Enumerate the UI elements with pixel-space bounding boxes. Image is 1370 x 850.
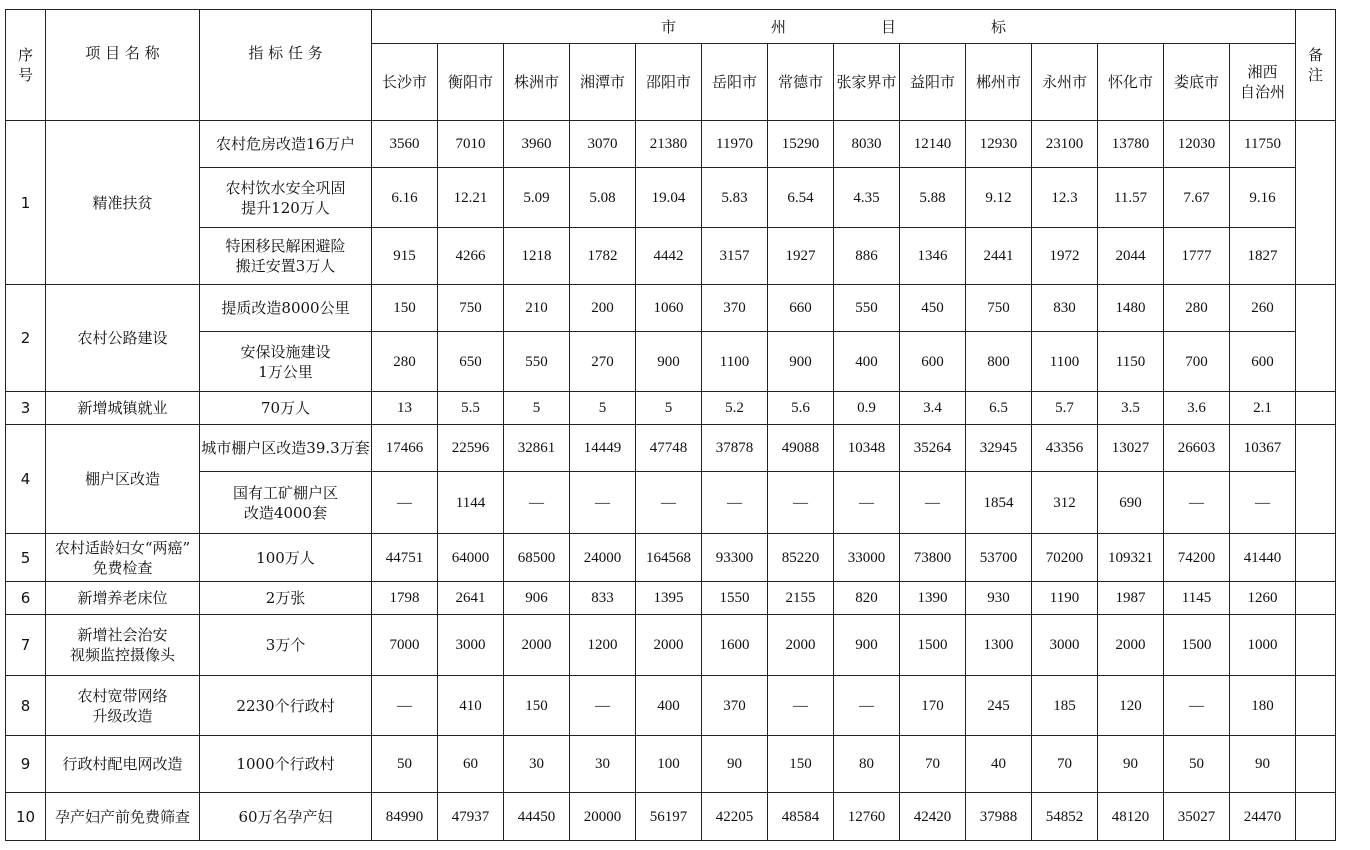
- header-note: [1296, 10, 1336, 121]
- value-cell: 900: [636, 332, 702, 392]
- value-cell: 64000: [438, 534, 504, 582]
- value-cell: 35264: [900, 425, 966, 472]
- value-cell: 2155: [768, 582, 834, 615]
- value-cell: 68500: [504, 534, 570, 582]
- value-cell: —: [372, 472, 438, 534]
- value-cell: 245: [966, 676, 1032, 736]
- table-row: [6, 228, 1336, 285]
- value-cell: 3560: [372, 121, 438, 168]
- value-cell: 37988: [966, 793, 1032, 841]
- value-cell: 4442: [636, 228, 702, 285]
- value-cell: 550: [504, 332, 570, 392]
- value-cell: 2441: [966, 228, 1032, 285]
- value-cell: 270: [570, 332, 636, 392]
- value-cell: 22596: [438, 425, 504, 472]
- city-header: 永州市: [1032, 44, 1098, 121]
- value-cell: 84990: [372, 793, 438, 841]
- value-cell: 17466: [372, 425, 438, 472]
- value-cell: 109321: [1098, 534, 1164, 582]
- value-cell: 20000: [570, 793, 636, 841]
- value-cell: 600: [1230, 332, 1296, 392]
- value-cell: —: [768, 676, 834, 736]
- value-cell: 5.2: [702, 392, 768, 425]
- value-cell: 47748: [636, 425, 702, 472]
- value-cell: 150: [768, 736, 834, 793]
- value-cell: 915: [372, 228, 438, 285]
- value-cell: 750: [438, 285, 504, 332]
- value-cell: 1150: [1098, 332, 1164, 392]
- header-note-char-1: 备: [1307, 46, 1323, 64]
- row-seq: 6: [6, 582, 46, 615]
- value-cell: 49088: [768, 425, 834, 472]
- value-cell: 70200: [1032, 534, 1098, 582]
- value-cell: 50: [1164, 736, 1230, 793]
- row-seq: 7: [6, 615, 46, 676]
- row-note: [1296, 392, 1336, 425]
- value-cell: 1260: [1230, 582, 1296, 615]
- header-region-targets: [372, 10, 1296, 44]
- value-cell: 2641: [438, 582, 504, 615]
- value-cell: 12.21: [438, 168, 504, 228]
- row-note: [1296, 121, 1336, 285]
- value-cell: 1500: [1164, 615, 1230, 676]
- city-header: 张家界市: [834, 44, 900, 121]
- value-cell: 13: [372, 392, 438, 425]
- value-cell: 12760: [834, 793, 900, 841]
- value-cell: 830: [1032, 285, 1098, 332]
- row-project-name: 农村公路建设: [46, 285, 200, 392]
- row-task: 农村危房改造16万户: [200, 121, 372, 168]
- value-cell: —: [834, 676, 900, 736]
- value-cell: 700: [1164, 332, 1230, 392]
- value-cell: 12030: [1164, 121, 1230, 168]
- value-cell: 5.7: [1032, 392, 1098, 425]
- row-note: [1296, 582, 1336, 615]
- value-cell: 833: [570, 582, 636, 615]
- row-task: 100万人: [200, 534, 372, 582]
- row-task: 特困移民解困避险 搬迁安置3万人: [200, 228, 372, 285]
- row-task: 安保设施建设 1万公里: [200, 332, 372, 392]
- value-cell: 3.5: [1098, 392, 1164, 425]
- value-cell: 1395: [636, 582, 702, 615]
- header-region-char-1: 市: [660, 17, 676, 36]
- value-cell: 74200: [1164, 534, 1230, 582]
- value-cell: 33000: [834, 534, 900, 582]
- value-cell: 5.88: [900, 168, 966, 228]
- value-cell: 6.5: [966, 392, 1032, 425]
- value-cell: 73800: [900, 534, 966, 582]
- value-cell: 3157: [702, 228, 768, 285]
- value-cell: 11750: [1230, 121, 1296, 168]
- row-task: 2230个行政村: [200, 676, 372, 736]
- value-cell: 26603: [1164, 425, 1230, 472]
- row-task: 国有工矿棚户区 改造4000套: [200, 472, 372, 534]
- table-row: [6, 425, 1336, 472]
- value-cell: 1190: [1032, 582, 1098, 615]
- row-project-name: 农村宽带网络 升级改造: [46, 676, 200, 736]
- value-cell: 24470: [1230, 793, 1296, 841]
- value-cell: 1346: [900, 228, 966, 285]
- header-region-char-2: 州: [770, 17, 786, 36]
- value-cell: 3.4: [900, 392, 966, 425]
- value-cell: 2000: [1098, 615, 1164, 676]
- city-header: 湘潭市: [570, 44, 636, 121]
- value-cell: 200: [570, 285, 636, 332]
- row-note: [1296, 793, 1336, 841]
- city-header: 益阳市: [900, 44, 966, 121]
- value-cell: 690: [1098, 472, 1164, 534]
- value-cell: 12.3: [1032, 168, 1098, 228]
- table-row: [6, 793, 1336, 841]
- city-header: 衡阳市: [438, 44, 504, 121]
- value-cell: 40: [966, 736, 1032, 793]
- value-cell: 1144: [438, 472, 504, 534]
- value-cell: 2.1: [1230, 392, 1296, 425]
- row-task: 农村饮水安全巩固 提升120万人: [200, 168, 372, 228]
- value-cell: 550: [834, 285, 900, 332]
- value-cell: 6.54: [768, 168, 834, 228]
- value-cell: 400: [834, 332, 900, 392]
- value-cell: 5.08: [570, 168, 636, 228]
- value-cell: 1782: [570, 228, 636, 285]
- value-cell: 3000: [438, 615, 504, 676]
- value-cell: 1798: [372, 582, 438, 615]
- value-cell: 1218: [504, 228, 570, 285]
- table-row: [6, 736, 1336, 793]
- value-cell: 1987: [1098, 582, 1164, 615]
- row-task: 1000个行政村: [200, 736, 372, 793]
- row-project-name: 行政村配电网改造: [46, 736, 200, 793]
- value-cell: —: [834, 472, 900, 534]
- value-cell: 14449: [570, 425, 636, 472]
- row-project-name: 新增城镇就业: [46, 392, 200, 425]
- value-cell: 13027: [1098, 425, 1164, 472]
- value-cell: 5: [570, 392, 636, 425]
- value-cell: 10348: [834, 425, 900, 472]
- value-cell: 4.35: [834, 168, 900, 228]
- value-cell: 32945: [966, 425, 1032, 472]
- value-cell: 900: [768, 332, 834, 392]
- value-cell: 3000: [1032, 615, 1098, 676]
- table-row: [6, 582, 1336, 615]
- row-note: [1296, 285, 1336, 392]
- row-project-name: 新增社会治安 视频监控摄像头: [46, 615, 200, 676]
- value-cell: 24000: [570, 534, 636, 582]
- value-cell: 900: [834, 615, 900, 676]
- value-cell: 41440: [1230, 534, 1296, 582]
- table-row: [6, 285, 1336, 332]
- value-cell: 1100: [1032, 332, 1098, 392]
- row-seq: 10: [6, 793, 46, 841]
- value-cell: 5.5: [438, 392, 504, 425]
- value-cell: 1550: [702, 582, 768, 615]
- table-row: [6, 472, 1336, 534]
- value-cell: 48584: [768, 793, 834, 841]
- value-cell: 800: [966, 332, 1032, 392]
- row-seq: 1: [6, 121, 46, 285]
- value-cell: 120: [1098, 676, 1164, 736]
- value-cell: 1777: [1164, 228, 1230, 285]
- row-task: 2万张: [200, 582, 372, 615]
- value-cell: 600: [900, 332, 966, 392]
- value-cell: 80: [834, 736, 900, 793]
- value-cell: 1390: [900, 582, 966, 615]
- value-cell: 1100: [702, 332, 768, 392]
- value-cell: 280: [372, 332, 438, 392]
- value-cell: 42205: [702, 793, 768, 841]
- row-note: [1296, 425, 1336, 534]
- city-header: 娄底市: [1164, 44, 1230, 121]
- row-task: 60万名孕产妇: [200, 793, 372, 841]
- value-cell: 650: [438, 332, 504, 392]
- header-task: 指 标 任 务: [200, 10, 372, 121]
- value-cell: 1827: [1230, 228, 1296, 285]
- city-header: 常德市: [768, 44, 834, 121]
- value-cell: 90: [702, 736, 768, 793]
- row-seq: 4: [6, 425, 46, 534]
- value-cell: —: [1164, 472, 1230, 534]
- value-cell: 5.09: [504, 168, 570, 228]
- value-cell: 23100: [1032, 121, 1098, 168]
- value-cell: 400: [636, 676, 702, 736]
- header-region-char-3: 目: [880, 17, 896, 36]
- city-header: 郴州市: [966, 44, 1032, 121]
- row-task: 城市棚户区改造39.3万套: [200, 425, 372, 472]
- value-cell: 370: [702, 676, 768, 736]
- value-cell: 1200: [570, 615, 636, 676]
- value-cell: 150: [504, 676, 570, 736]
- value-cell: 906: [504, 582, 570, 615]
- value-cell: —: [900, 472, 966, 534]
- row-task: 3万个: [200, 615, 372, 676]
- value-cell: —: [636, 472, 702, 534]
- row-project-name: 新增养老床位: [46, 582, 200, 615]
- value-cell: 1854: [966, 472, 1032, 534]
- value-cell: 7.67: [1164, 168, 1230, 228]
- table-row: [6, 332, 1336, 392]
- value-cell: 48120: [1098, 793, 1164, 841]
- table-header: [6, 10, 1336, 121]
- value-cell: 5.6: [768, 392, 834, 425]
- value-cell: 13780: [1098, 121, 1164, 168]
- city-targets-table: [5, 9, 1336, 841]
- value-cell: 54852: [1032, 793, 1098, 841]
- value-cell: 180: [1230, 676, 1296, 736]
- value-cell: 85220: [768, 534, 834, 582]
- value-cell: 12140: [900, 121, 966, 168]
- value-cell: 312: [1032, 472, 1098, 534]
- row-seq: 9: [6, 736, 46, 793]
- row-seq: 5: [6, 534, 46, 582]
- value-cell: 2000: [636, 615, 702, 676]
- value-cell: —: [768, 472, 834, 534]
- value-cell: 7000: [372, 615, 438, 676]
- value-cell: 3.6: [1164, 392, 1230, 425]
- value-cell: 0.9: [834, 392, 900, 425]
- table-row: [6, 392, 1336, 425]
- value-cell: 43356: [1032, 425, 1098, 472]
- header-region-char-4: 标: [990, 17, 1006, 36]
- value-cell: 1480: [1098, 285, 1164, 332]
- city-header: 岳阳市: [702, 44, 768, 121]
- value-cell: 30: [570, 736, 636, 793]
- value-cell: 5: [636, 392, 702, 425]
- value-cell: 1300: [966, 615, 1032, 676]
- value-cell: 820: [834, 582, 900, 615]
- header-note-char-2: 注: [1307, 66, 1323, 84]
- value-cell: 42420: [900, 793, 966, 841]
- table-row: [6, 534, 1336, 582]
- value-cell: 5.83: [702, 168, 768, 228]
- value-cell: 170: [900, 676, 966, 736]
- row-seq: 2: [6, 285, 46, 392]
- value-cell: 32861: [504, 425, 570, 472]
- value-cell: 11.57: [1098, 168, 1164, 228]
- value-cell: 450: [900, 285, 966, 332]
- header-seq-char-1: 序: [17, 46, 33, 64]
- value-cell: 93300: [702, 534, 768, 582]
- city-header: 怀化市: [1098, 44, 1164, 121]
- value-cell: 70: [900, 736, 966, 793]
- value-cell: 410: [438, 676, 504, 736]
- row-task: 70万人: [200, 392, 372, 425]
- value-cell: 1060: [636, 285, 702, 332]
- header-seq-char-2: 号: [17, 66, 33, 84]
- value-cell: —: [1164, 676, 1230, 736]
- value-cell: 1600: [702, 615, 768, 676]
- header-project: 项 目 名 称: [46, 10, 200, 121]
- value-cell: 7010: [438, 121, 504, 168]
- value-cell: 70: [1032, 736, 1098, 793]
- value-cell: 886: [834, 228, 900, 285]
- value-cell: 280: [1164, 285, 1230, 332]
- row-project-name: 农村适龄妇女“两癌” 免费检查: [46, 534, 200, 582]
- value-cell: 90: [1230, 736, 1296, 793]
- city-header: 湘西 自治州: [1230, 44, 1296, 121]
- table-row: [6, 168, 1336, 228]
- table-row: [6, 615, 1336, 676]
- row-task: 提质改造8000公里: [200, 285, 372, 332]
- value-cell: —: [570, 676, 636, 736]
- value-cell: —: [570, 472, 636, 534]
- value-cell: 164568: [636, 534, 702, 582]
- value-cell: 21380: [636, 121, 702, 168]
- city-header: 株洲市: [504, 44, 570, 121]
- row-project-name: 孕产妇产前免费筛查: [46, 793, 200, 841]
- value-cell: 90: [1098, 736, 1164, 793]
- value-cell: 11970: [702, 121, 768, 168]
- value-cell: 185: [1032, 676, 1098, 736]
- value-cell: 3070: [570, 121, 636, 168]
- value-cell: —: [702, 472, 768, 534]
- value-cell: —: [1230, 472, 1296, 534]
- value-cell: 53700: [966, 534, 1032, 582]
- value-cell: 210: [504, 285, 570, 332]
- value-cell: 1972: [1032, 228, 1098, 285]
- row-note: [1296, 534, 1336, 582]
- value-cell: 12930: [966, 121, 1032, 168]
- value-cell: 930: [966, 582, 1032, 615]
- value-cell: 4266: [438, 228, 504, 285]
- city-header: 长沙市: [372, 44, 438, 121]
- value-cell: 1500: [900, 615, 966, 676]
- value-cell: 5: [504, 392, 570, 425]
- value-cell: 19.04: [636, 168, 702, 228]
- value-cell: 8030: [834, 121, 900, 168]
- value-cell: 100: [636, 736, 702, 793]
- value-cell: 56197: [636, 793, 702, 841]
- value-cell: 47937: [438, 793, 504, 841]
- value-cell: 37878: [702, 425, 768, 472]
- value-cell: 44450: [504, 793, 570, 841]
- row-project-name: 棚户区改造: [46, 425, 200, 534]
- row-note: [1296, 676, 1336, 736]
- value-cell: 35027: [1164, 793, 1230, 841]
- value-cell: 2000: [768, 615, 834, 676]
- value-cell: 370: [702, 285, 768, 332]
- row-note: [1296, 615, 1336, 676]
- value-cell: 10367: [1230, 425, 1296, 472]
- value-cell: 1145: [1164, 582, 1230, 615]
- value-cell: 9.16: [1230, 168, 1296, 228]
- value-cell: 2044: [1098, 228, 1164, 285]
- row-project-name: 精准扶贫: [46, 121, 200, 285]
- value-cell: 44751: [372, 534, 438, 582]
- value-cell: 3960: [504, 121, 570, 168]
- value-cell: 260: [1230, 285, 1296, 332]
- row-seq: 8: [6, 676, 46, 736]
- table-row: [6, 676, 1336, 736]
- table-body: [6, 121, 1336, 841]
- row-seq: 3: [6, 392, 46, 425]
- value-cell: 60: [438, 736, 504, 793]
- value-cell: 50: [372, 736, 438, 793]
- row-note: [1296, 736, 1336, 793]
- value-cell: 9.12: [966, 168, 1032, 228]
- value-cell: 15290: [768, 121, 834, 168]
- value-cell: 660: [768, 285, 834, 332]
- value-cell: 30: [504, 736, 570, 793]
- value-cell: —: [504, 472, 570, 534]
- value-cell: 1000: [1230, 615, 1296, 676]
- value-cell: 750: [966, 285, 1032, 332]
- header-seq: [6, 10, 46, 121]
- value-cell: 6.16: [372, 168, 438, 228]
- city-header: 邵阳市: [636, 44, 702, 121]
- value-cell: 2000: [504, 615, 570, 676]
- value-cell: 150: [372, 285, 438, 332]
- table-row: [6, 121, 1336, 168]
- value-cell: 1927: [768, 228, 834, 285]
- value-cell: —: [372, 676, 438, 736]
